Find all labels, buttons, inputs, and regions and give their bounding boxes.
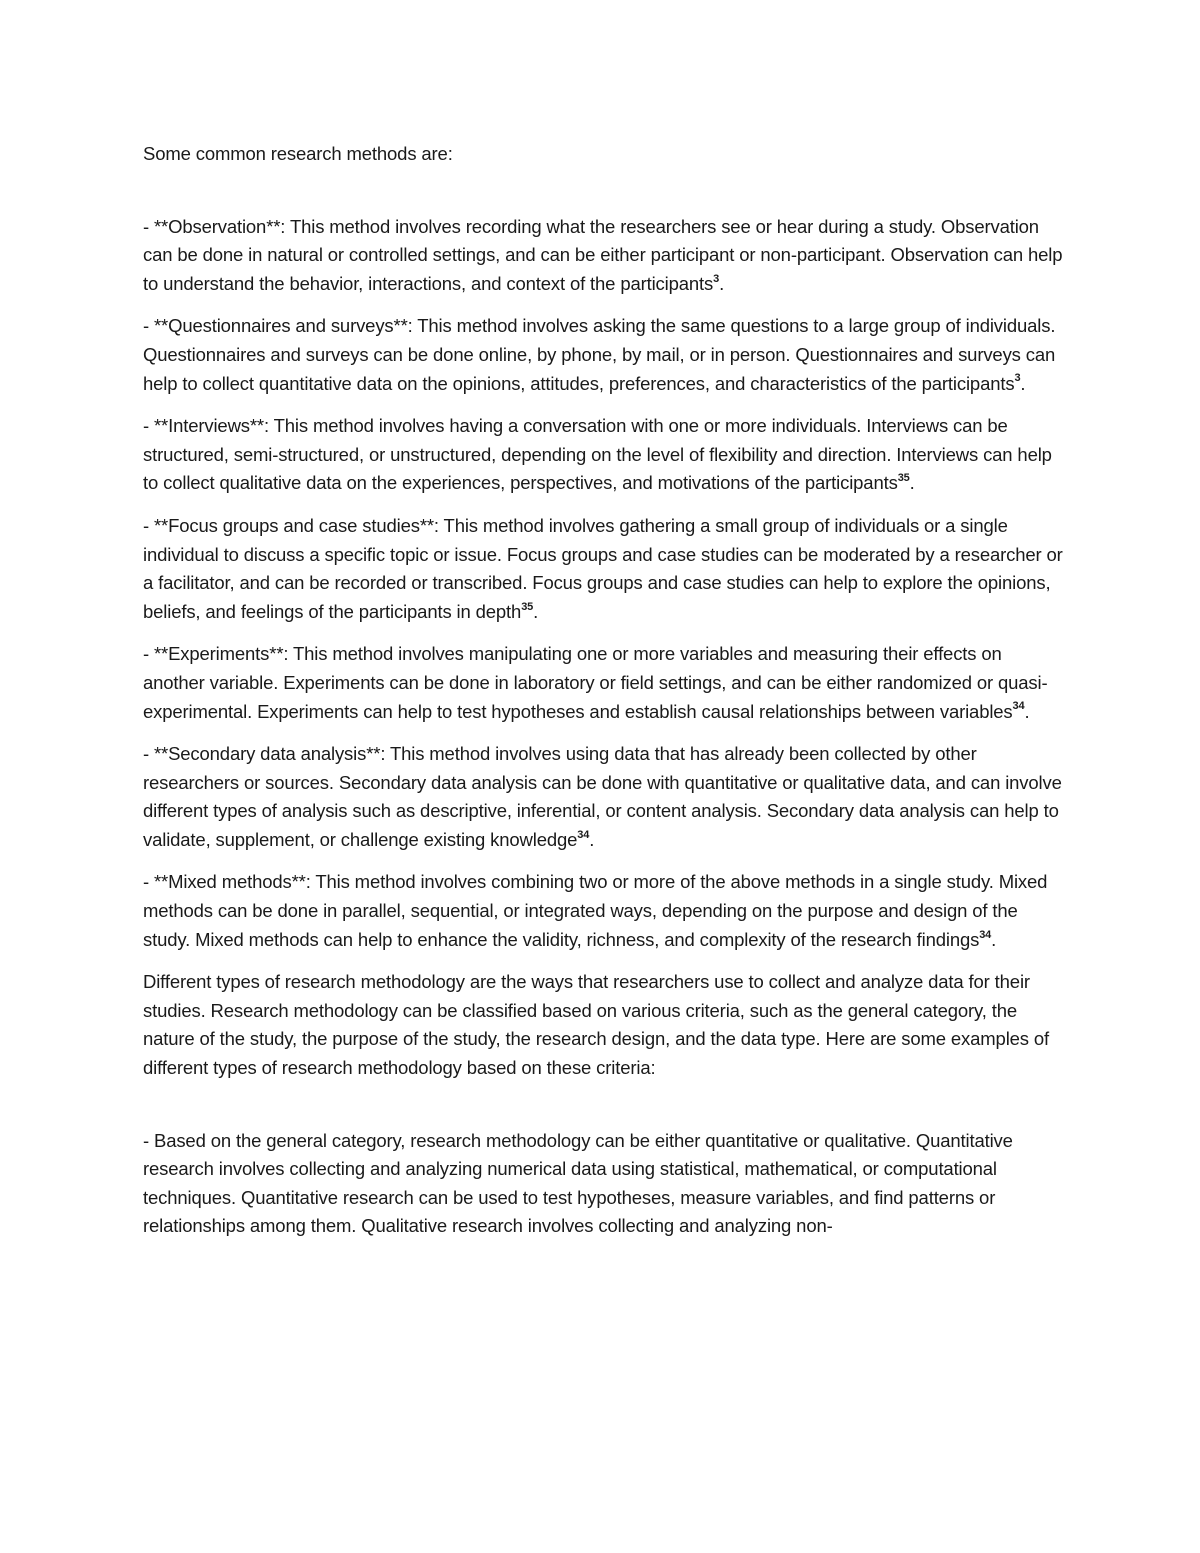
sentence-end: . <box>909 472 915 494</box>
document-body <box>143 140 1068 1255</box>
method-observation <box>143 213 1068 299</box>
method-secondary-data <box>143 740 1068 854</box>
method-mixed <box>143 868 1068 954</box>
method-text: - **Mixed methods**: This method involves combining two or more of the above methods in a single study. Mixed methods can be done in parallel, sequential, or integrated ways, depending on the purpose and design of the study. Mixed methods can help to enhance the validity, richness, and complexity of the research findings <box>143 871 1048 950</box>
citation-ref: 35 <box>521 600 534 613</box>
intro-line: Some common research methods are: <box>143 143 453 164</box>
method-text: - **Secondary data analysis**: This method involves using data that has already been collected by other researchers or sources. Secondary data analysis can be done with quantitative or qualitative data, and can involve different types of analysis such as descriptive, inferential, or content analysis. Secondary data analysis can help to validate, supplement, or challenge existing knowledge <box>143 743 1062 850</box>
sentence-end: . <box>1024 700 1030 722</box>
sentence-end: . <box>719 272 725 294</box>
citation-ref: 35 <box>897 472 910 485</box>
method-text: - **Experiments**: This method involves manipulating one or more variables and measuring their effects on another variable. Experiments can be done in laboratory or field settings, and can be either randomized or quasi-experimental. Experiments can help to test hypotheses and establish causal relationships between variables <box>143 643 1048 722</box>
sentence-end: . <box>589 828 595 850</box>
citation-ref: 34 <box>1012 700 1025 713</box>
citation-ref: 3 <box>713 272 720 285</box>
method-text: - **Observation**: This method involves recording what the researchers see or hear during a study. Observation can be done in natural or controlled settings, and can be either participant or non-participant. Observation can help to understand the behavior, interactions, and context of the participants <box>143 215 1063 294</box>
method-text: - **Questionnaires and surveys**: This method involves asking the same questions to a large group of individuals. Questionnaires and surveys can be done online, by phone, by mail, or in person. Questionnaires and surveys can help to collect quantitative data on the opinions, attitudes, preferences, and characteristics of the participants <box>143 315 1056 394</box>
method-focus-groups <box>143 512 1068 626</box>
method-interviews <box>143 412 1068 498</box>
sentence-end: . <box>533 600 539 622</box>
sentence-end: . <box>1020 372 1026 394</box>
category-paragraph: - Based on the general category, research methodology can be either quantitative or qualitative. Quantitative research involves collecting and analyzing numerical data using statistical, mathematical, or computational techniques. Quantitative research can be used to test hypotheses, measure variables, and find patterns or relationships among them. Qualitative research involves collecting and analyzing non- <box>143 1129 1013 1237</box>
citation-ref: 34 <box>577 828 590 841</box>
method-text: - **Focus groups and case studies**: This method involves gathering a small group of individuals or a single individual to discuss a specific topic or issue. Focus groups and case studies can be moderated by a researcher or a facilitator, and can be recorded or transcribed. Focus groups and case studies can help to explore the opinions, beliefs, and feelings of the participants in depth <box>143 514 1063 622</box>
sentence-end: . <box>991 928 997 950</box>
method-text: - **Interviews**: This method involves having a conversation with one or more individuals. Interviews can be structured, semi-structured, or unstructured, depending on the level of flexibility and direction. Interviews can help to collect qualitative data on the experiences, perspectives, and motivations of the participants <box>143 415 1052 494</box>
overview-paragraph: Different types of research methodology are the ways that researchers use to collect and analyze data for their studies. Research methodology can be classified based on various criteria, such as the general category, the nature of the study, the purpose of the study, the research design, and the data type. Here are some examples of different types of research methodology based on these criteria: <box>143 971 1050 1079</box>
method-experiments <box>143 640 1068 726</box>
citation-ref: 3 <box>1014 372 1021 385</box>
method-questionnaires <box>143 312 1068 398</box>
citation-ref: 34 <box>979 928 992 941</box>
